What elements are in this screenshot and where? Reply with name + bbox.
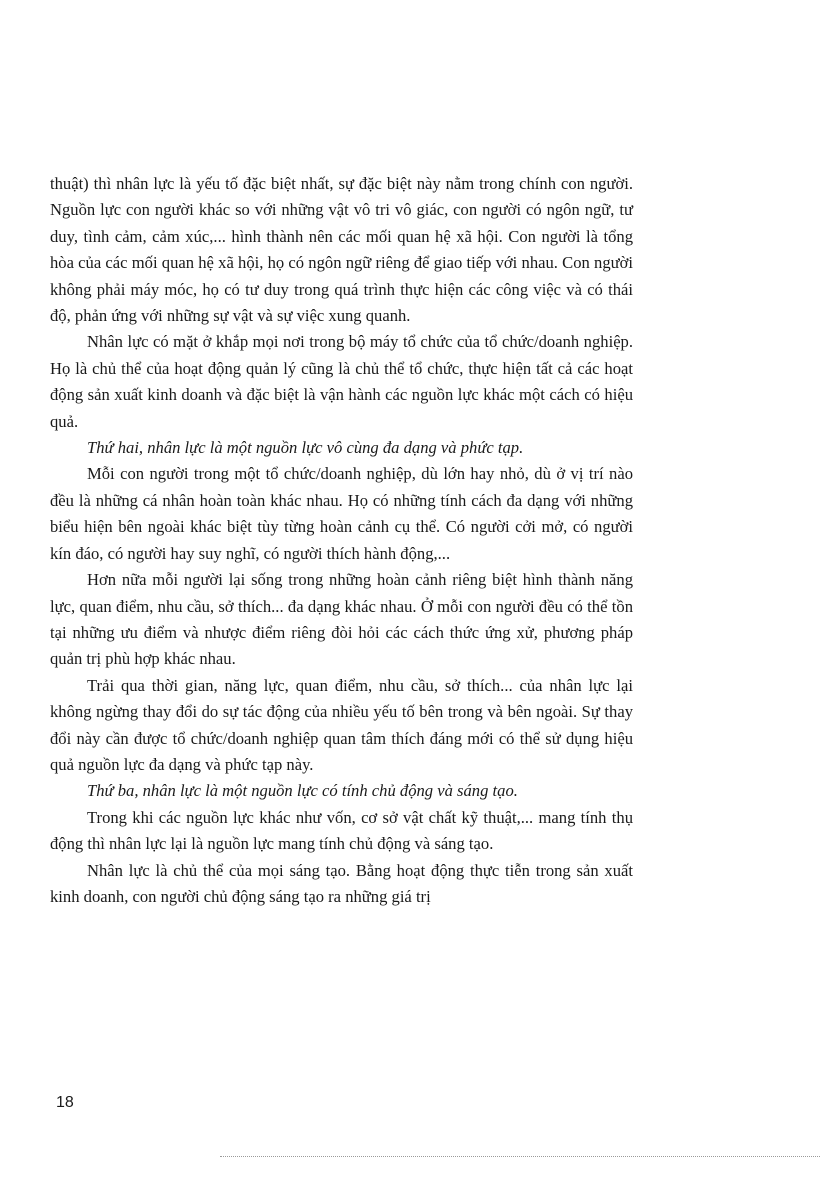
page-number: 18	[56, 1094, 74, 1111]
paragraph-6: Trong khi các nguồn lực khác như vốn, cơ sở vật chất kỹ thuật,... mang tính thụ động thì nhân lực lại là nguồn lực mang tính chủ động và sáng tạo.	[50, 807, 633, 854]
paragraph-7: Nhân lực là chủ thể của mọi sáng tạo. Bằng hoạt động thực tiễn trong sản xuất kinh doanh, con người chủ động sáng tạo ra những giá trị	[50, 860, 633, 906]
paragraph-3: Mỗi con người trong một tổ chức/doanh nghiệp, dù lớn hay nhỏ, dù ở vị trí nào đều là những cá nhân hoàn toàn khác nhau. Họ có những tính cách đa dạng với những biểu hiện bên ngoài khác biệt tùy từng hoàn cảnh cụ thể. Có người cởi mở, có người kín đáo, có người hay suy nghĩ, có người thích hành động,...	[50, 464, 633, 563]
paragraph-2: Nhân lực có mặt ở khắp mọi nơi trong bộ máy tổ chức của tổ chức/doanh nghiệp. Họ là chủ thể của hoạt động quản lý cũng là chủ thể tổ chức, thực hiện tất cả các hoạt động sản xuất kinh doanh và đặc biệt là vận hành các nguồn lực khác một cách có hiệu quả.	[50, 332, 633, 431]
heading-thu-hai: Thứ hai, nhân lực là một nguồn lực vô cùng đa dạng và phức tạp.	[87, 438, 524, 458]
paragraph-4: Hơn nữa mỗi người lại sống trong những hoàn cảnh riêng biệt hình thành năng lực, quan điểm, nhu cầu, sở thích... đa dạng khác nhau. Ở mỗi con người đều có thể tồn tại những ưu điểm và nhược điểm riêng đòi hỏi các cách thức ứng xử, phương pháp quản trị phù hợp khác nhau.	[50, 570, 633, 669]
paragraph-1: thuật) thì nhân lực là yếu tố đặc biệt nhất, sự đặc biệt này nằm trong chính con người. Nguồn lực con người khác so với những vật vô tri vô giác, con người có ngôn ngữ, tư duy, tình cảm, cảm xúc,... hình thành nên các mối quan hệ xã hội. Con người là tổng hòa của các mối quan hệ xã hội, họ có ngôn ngữ riêng để giao tiếp với nhau. Con người không phải máy móc, họ có tư duy trong quá trình thực hiện các công việc và có thái độ, phản ứng với những sự vật và sự việc xung quanh.	[50, 174, 633, 326]
heading-thu-ba: Thứ ba, nhân lực là một nguồn lực có tính chủ động và sáng tạo.	[87, 781, 518, 801]
page-body	[50, 171, 633, 910]
bottom-rule	[220, 1156, 820, 1157]
paragraph-5: Trải qua thời gian, năng lực, quan điểm, nhu cầu, sở thích... của nhân lực lại không ngừng thay đổi do sự tác động của nhiều yếu tố bên trong và bên ngoài. Sự thay đổi này cần được tổ chức/doanh nghiệp quan tâm thích đáng mới có thể sử dụng hiệu quả nguồn lực đa dạng và phức tạp này.	[50, 675, 633, 774]
